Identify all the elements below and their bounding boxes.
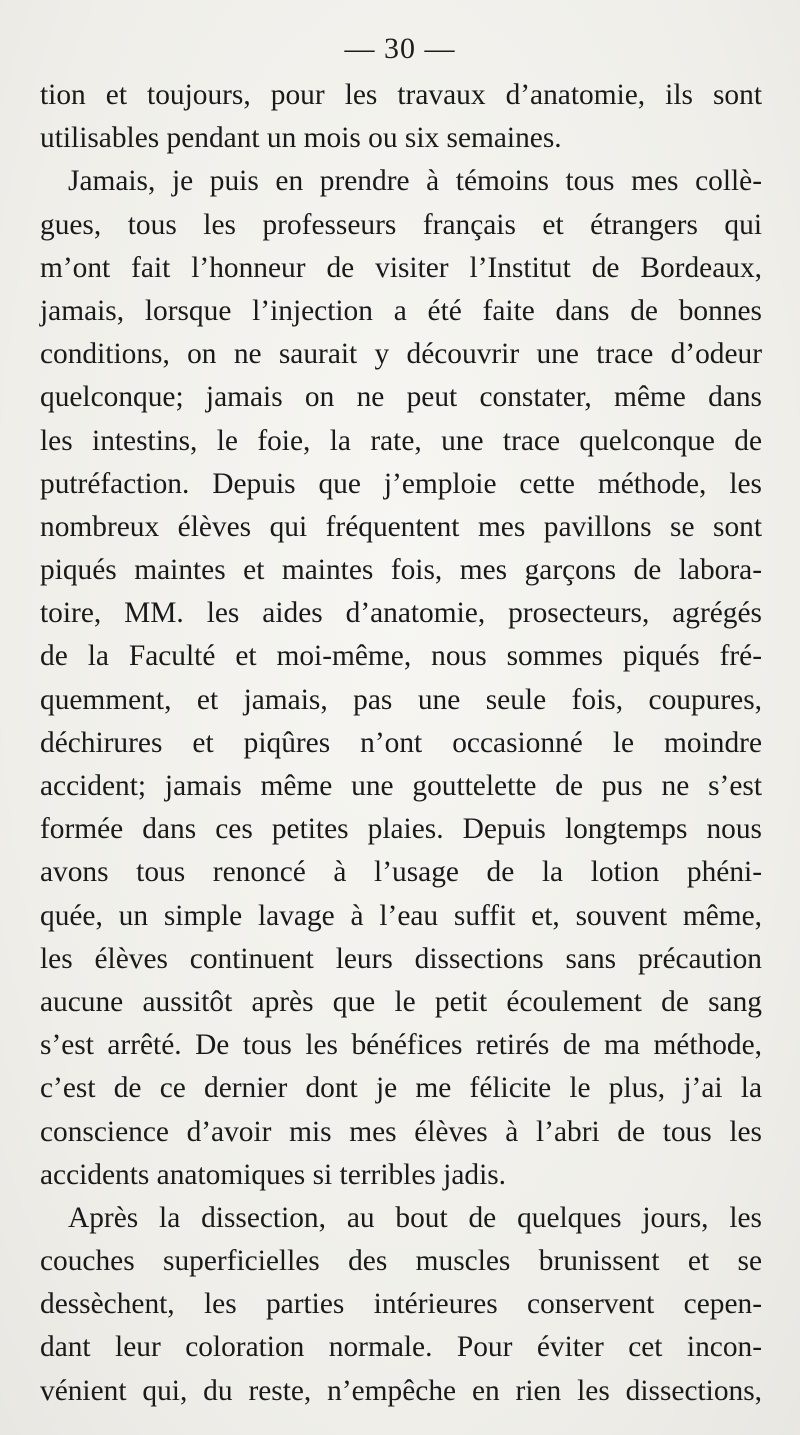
text-line: couches superficielles des muscles brunissent et se [40, 1245, 762, 1278]
text-line: Après la dissection, au bout de quelques jours, les [68, 1201, 762, 1234]
text-line: nombreux élèves qui fréquentent mes pavillons se sont [40, 510, 762, 543]
paragraph [40, 74, 762, 160]
text-line: piqués maintes et maintes fois, mes garçons de labora- [40, 554, 762, 587]
text-line: toire, MM. les aides d’anatomie, prosecteurs, agrégés [40, 597, 762, 630]
text-line: accident; jamais même une gouttelette de pus ne s’est [40, 770, 762, 802]
paragraph [40, 1197, 762, 1413]
text-line: quemment, et jamais, pas une seule fois, coupures, [40, 683, 762, 716]
text-line: quée, un simple lavage à l’eau suffit et, souvent même, [40, 899, 762, 932]
text-line: Jamais, je puis en prendre à témoins tous mes collè- [68, 165, 762, 198]
text-line: de la Faculté et moi-même, nous sommes piqués fré- [40, 640, 762, 673]
text-line: dessèchent, les parties intérieures conservent cepen- [40, 1288, 762, 1321]
page-number: — 30 — [344, 32, 456, 65]
text-line: c’est de ce dernier dont je me félicite le plus, j’ai la [40, 1072, 762, 1105]
text-line: vénient qui, du reste, n’empêche en rien les dissections, [40, 1374, 762, 1407]
text-line: jamais, lorsque l’injection a été faite dans de bonnes [40, 294, 762, 327]
text-line: m’ont fait l’honneur de visiter l’Institut de Bordeaux, [40, 251, 762, 284]
text-line: putréfaction. Depuis que j’emploie cette méthode, les [40, 467, 762, 500]
text-line: aucune aussitôt après que le petit écoulement de sang [40, 985, 762, 1018]
text-line: les élèves continuent leurs dissections sans précaution [40, 942, 762, 975]
page-body-text [40, 74, 762, 1413]
paragraph [40, 160, 762, 1197]
text-line: conscience d’avoir mis mes élèves à l’abri de tous les [40, 1115, 762, 1148]
text-line: déchirures et piqûres n’ont occasionné le moindre [40, 726, 762, 759]
text-line: s’est arrêté. De tous les bénéfices retirés de ma méthode, [40, 1029, 762, 1062]
text-line: tion et toujours, pour les travaux d’anatomie, ils sont [40, 79, 762, 111]
text-line: accidents anatomiques si terribles jadis. [40, 1158, 507, 1191]
text-line: gues, tous les professeurs français et étrangers qui [40, 208, 762, 241]
text-line: avons tous renoncé à l’usage de la lotion phéni- [40, 856, 762, 889]
text-line: les intestins, le foie, la rate, une trace quelconque de [40, 424, 762, 457]
text-line: quelconque; jamais on ne peut constater, même dans [40, 381, 762, 414]
text-line: conditions, on ne saurait y découvrir une trace d’odeur [40, 338, 762, 371]
text-line: dant leur coloration normale. Pour éviter cet incon- [40, 1331, 762, 1364]
text-line: formée dans ces petites plaies. Depuis longtemps nous [40, 813, 762, 846]
text-line: utilisables pendant un mois ou six semaines. [40, 122, 562, 155]
